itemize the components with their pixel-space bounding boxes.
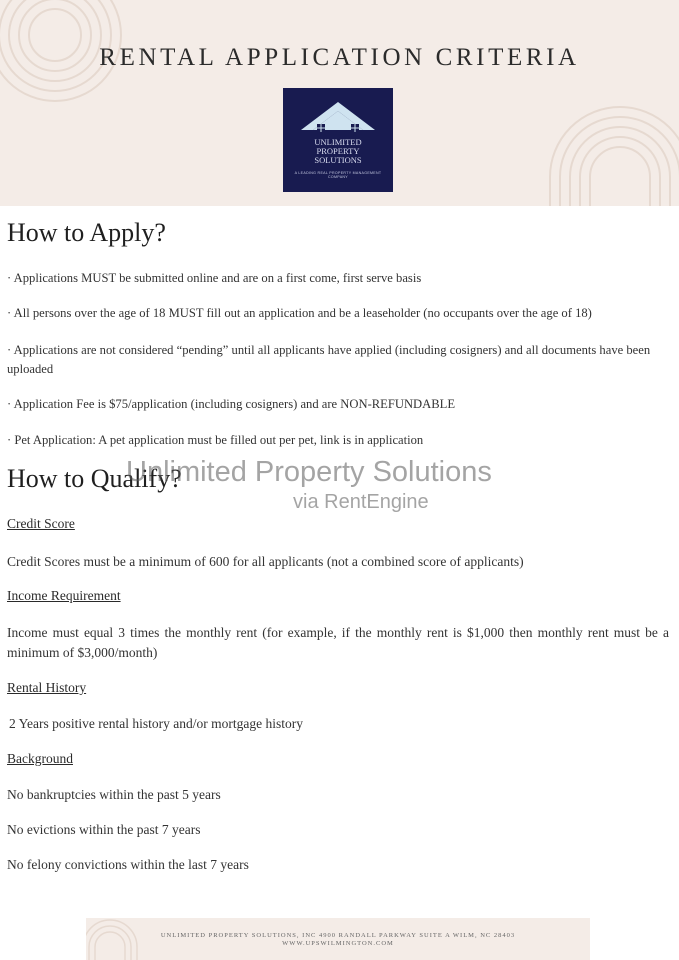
house-roof-icon [299, 100, 377, 136]
logo-tagline: A LEADING REAL PROPERTY MANAGEMENT COMPANY [294, 171, 382, 179]
rental-history-text: 2 Years positive rental history and/or mortgage history [9, 716, 303, 731]
credit-score-text: Credit Scores must be a minimum of 600 for all applicants (not a combined score of applicants) [7, 554, 524, 569]
apply-item-online: · Applications MUST be submitted online and are on a first come, first serve basis [7, 271, 422, 285]
footer-website: WWW.UPSWILMINGTON.COM [282, 940, 394, 947]
watermark-via: via RentEngine [293, 491, 429, 513]
heading-how-to-qualify: How to Qualify? [7, 464, 182, 493]
background-item-evictions: No evictions within the past 7 years [7, 822, 201, 837]
watermark [126, 455, 552, 515]
company-logo [283, 88, 393, 192]
apply-item-adults: · All persons over the age of 18 MUST fill out an application and be a leaseholder (no occupants over the age of 18) [7, 306, 592, 320]
background-item-felony: No felony convictions within the last 7 years [7, 857, 249, 872]
footer-band [86, 918, 590, 960]
watermark-company: Unlimited Property Solutions [126, 456, 492, 488]
subheading-rental-history: Rental History [7, 680, 87, 695]
page-title: RENTAL APPLICATION CRITERIA [99, 44, 580, 71]
apply-item-pet: · Pet Application: A pet application must be filled out per pet, link is in application [7, 433, 424, 447]
header-band [0, 0, 679, 206]
income-requirement-text: Income must equal 3 times the monthly rent (for example, if the monthly rent is $1,000 then monthly rent must be a minimum of $3,000/month) [7, 625, 669, 660]
logo-company-name: UNLIMITED PROPERTY SOLUTIONS [314, 137, 362, 165]
subheading-credit-score: Credit Score [7, 516, 75, 531]
heading-how-to-apply: How to Apply? [7, 218, 166, 247]
footer-address [86, 932, 590, 948]
background-item-bankruptcy: No bankruptcies within the past 5 years [7, 787, 221, 802]
apply-item-fee: · Application Fee is $75/application (including cosigners) and are NON-REFUNDABLE [7, 397, 456, 411]
footer-address-line: UNLIMITED PROPERTY SOLUTIONS, INC 4900 RANDALL PARKWAY SUITE A WILM, NC 28403 [160, 932, 516, 939]
subheading-background: Background [7, 751, 73, 766]
subheading-income-requirement: Income Requirement [7, 588, 121, 603]
apply-item-pending: · Applications are not considered “pending” until all applicants have applied (including cosigners) and all documents have been uploaded [7, 343, 651, 376]
arches-decoration-right [545, 102, 679, 206]
